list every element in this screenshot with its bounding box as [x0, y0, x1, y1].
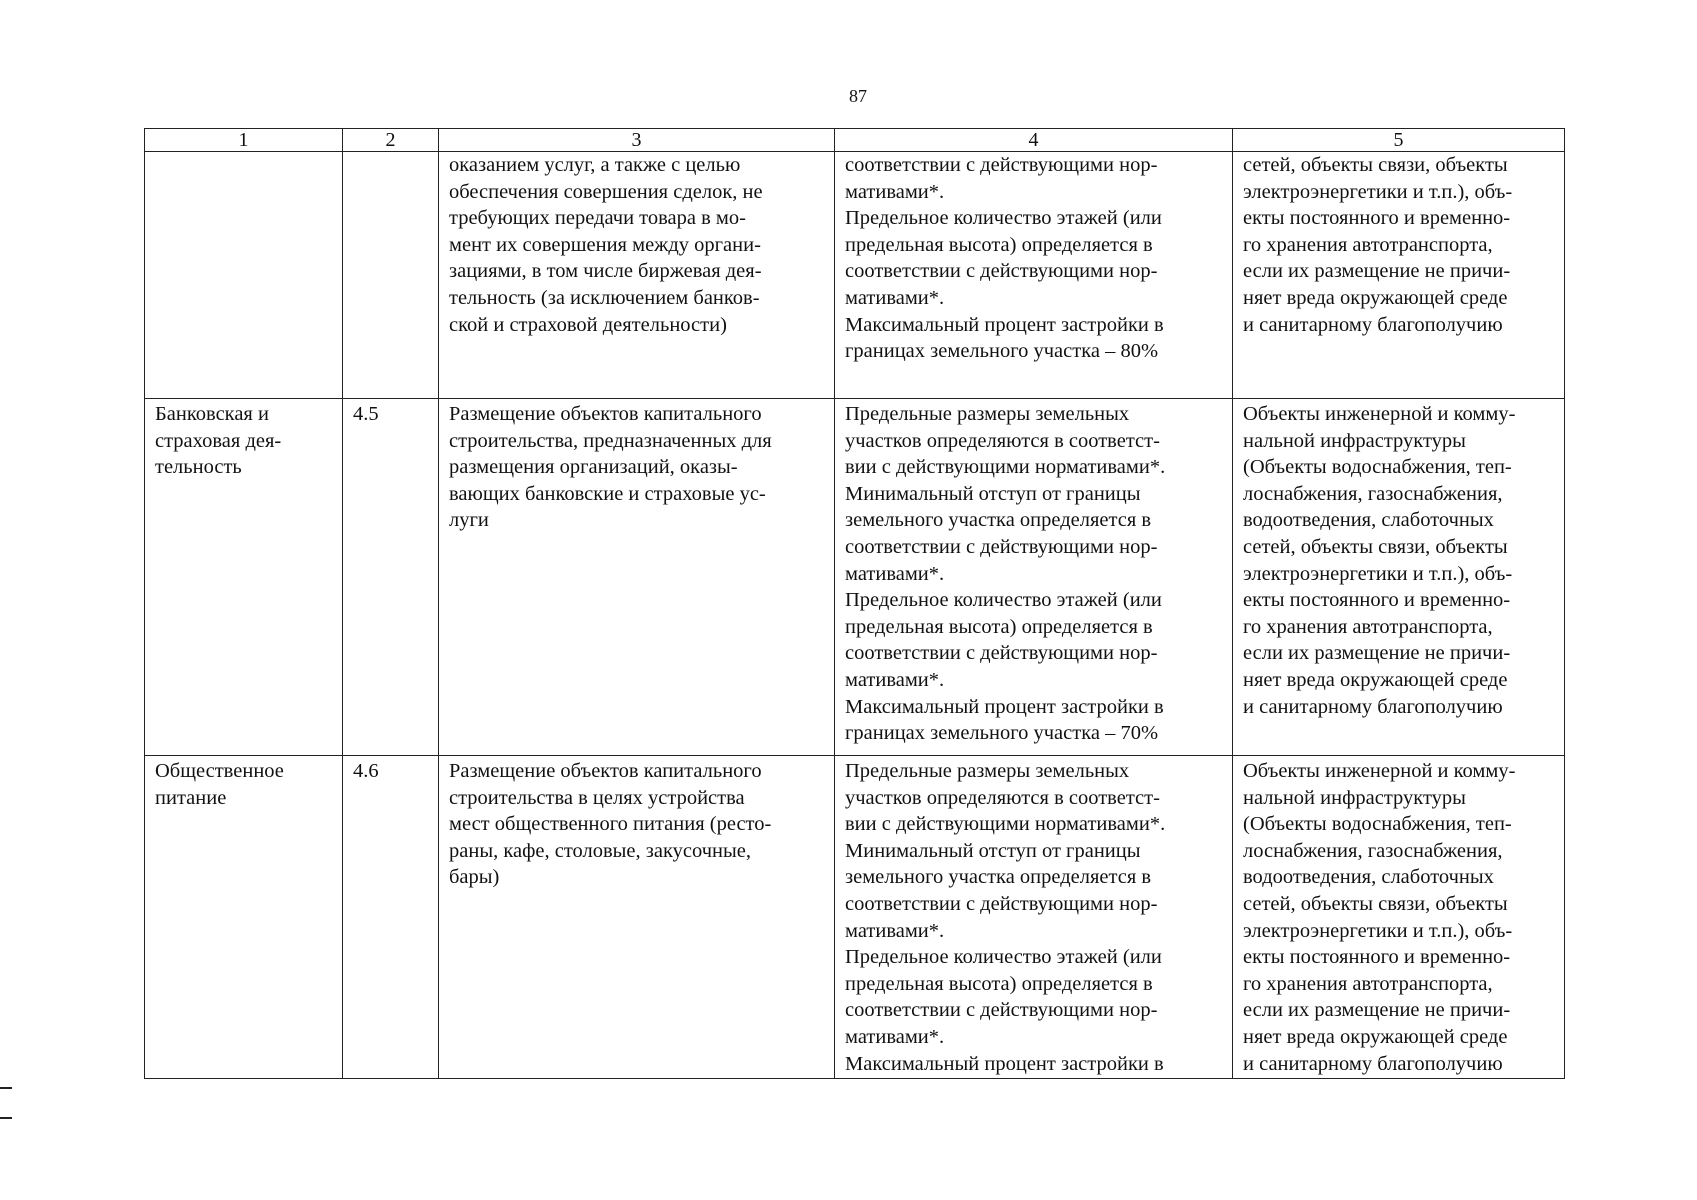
use-parameters-cell [835, 152, 1233, 399]
column-header-1: 1 [145, 129, 343, 152]
margin-mark [0, 1087, 12, 1089]
use-code-cell [343, 756, 439, 1079]
auxiliary-uses: Объекты инженерной и комму- нальной инфраструктуры (Объекты водоснабжения, теп- лоснабжения, газоснабжения, водоотведения, слаботочных сетей, объекты связи, объекты электроэнергетики и т.п.), объ- екты постоянного и временно- го хранения автотранспорта, если их размещение не причи- няет вреда окружающей среде и санитарному благополучию [1243, 403, 1516, 718]
margin-mark [0, 1117, 12, 1119]
auxiliary-uses-cell [1233, 399, 1565, 756]
use-description-cell [439, 152, 835, 399]
use-code: 4.5 [353, 403, 379, 425]
use-description: Размещение объектов капитального строительства, предназначенных для размещения организаций, оказы- вающих банковские и страховые ус- луги [449, 403, 772, 532]
use-parameters-cell [835, 399, 1233, 756]
auxiliary-uses-cell [1233, 152, 1565, 399]
column-header-3: 3 [439, 129, 835, 152]
land-use-table [144, 128, 1565, 1079]
use-name: Общественное питание [155, 760, 284, 809]
page-number: 87 [849, 86, 867, 106]
table-row [145, 152, 1565, 399]
table-row [145, 756, 1565, 1079]
use-parameters: Предельные размеры земельных участков определяются в соответст- вии с действующими нормативами*. Минимальный отступ от границы земельного участка определяется в соответствии с действующими нор- мативами*. Предельное количество этажей (или предельная высота) определяется в соответствии с действующими нор- мативами*. Максимальный процент застройки в [845, 760, 1166, 1075]
use-description-cell [439, 399, 835, 756]
use-code-cell [343, 152, 439, 399]
auxiliary-uses: сетей, объекты связи, объекты электроэнергетики и т.п.), объ- екты постоянного и временно- го хранения автотранспорта, если их размещение не причи- няет вреда окружающей среде и санитарному благополучию [1243, 154, 1513, 336]
use-parameters: Предельные размеры земельных участков определяются в соответст- вии с действующими нормативами*. Минимальный отступ от границы земельного участка определяется в соответствии с действующими нор- мативами*. Предельное количество этажей (или предельная высота) определяется в соответствии с действующими нор- мативами*. Максимальный процент застройки в границах земельного участка – 70% [845, 403, 1166, 745]
use-code: 4.6 [353, 760, 379, 782]
use-name-cell [145, 152, 343, 399]
table-row [145, 399, 1565, 756]
use-parameters: соответствии с действующими нор- мативами*. Предельное количество этажей (или предельная высота) определяется в соответствии с действующими нор- мативами*. Максимальный процент застройки в границах земельного участка – 80% [845, 154, 1164, 363]
use-description: Размещение объектов капитального строительства в целях устройства мест общественного питания (ресто- раны, кафе, столовые, закусочные, бары) [449, 760, 772, 889]
column-header-2: 2 [343, 129, 439, 152]
use-name: Банковская и страховая дея- тельность [155, 403, 282, 479]
use-description: оказанием услуг, а также с целью обеспечения совершения сделок, не требующих передачи товара в мо- мент их совершения между органи- зациями, в том числе биржевая дея- тельность (за исключением банков- ской и страховой деятельности) [449, 154, 763, 336]
use-parameters-cell [835, 756, 1233, 1079]
use-code-cell [343, 399, 439, 756]
use-name-cell [145, 756, 343, 1079]
column-header-5: 5 [1233, 129, 1565, 152]
table-header-row [145, 129, 1565, 152]
column-header-4: 4 [835, 129, 1233, 152]
auxiliary-uses: Объекты инженерной и комму- нальной инфраструктуры (Объекты водоснабжения, теп- лоснабжения, газоснабжения, водоотведения, слаботочных сетей, объекты связи, объекты электроэнергетики и т.п.), объ- екты постоянного и временно- го хранения автотранспорта, если их размещение не причи- няет вреда окружающей среде и санитарному благополучию [1243, 760, 1516, 1075]
use-name-cell [145, 399, 343, 756]
use-description-cell [439, 756, 835, 1079]
auxiliary-uses-cell [1233, 756, 1565, 1079]
